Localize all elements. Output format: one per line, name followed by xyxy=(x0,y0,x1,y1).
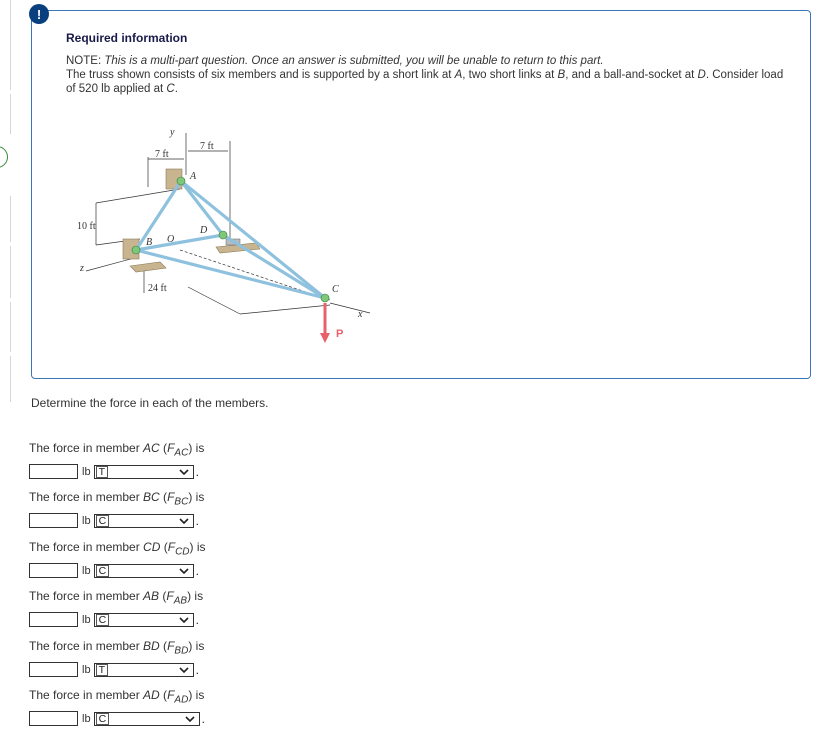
period: . xyxy=(201,711,205,726)
rail-segment xyxy=(0,246,11,298)
joint-d xyxy=(219,231,227,239)
prompt-prefix: The force in member xyxy=(29,490,144,504)
select-value: T xyxy=(96,466,108,478)
note-italic: This is a multi-part question. Once an answer is submitted, you will be unable to return to this part. xyxy=(104,55,604,67)
force-sub: AC xyxy=(174,447,189,459)
desc-point-c: C xyxy=(166,83,175,95)
unit-label: lb xyxy=(82,564,91,577)
prompt-suffix: is xyxy=(193,540,206,554)
unit-label: lb xyxy=(82,465,91,478)
rail-segment xyxy=(0,94,11,134)
rail-segment xyxy=(0,302,11,352)
joint-a xyxy=(177,177,185,185)
panel-title: Required information xyxy=(66,31,188,45)
alert-glyph: ! xyxy=(36,6,42,22)
label-length: 24 ft xyxy=(148,283,167,294)
tension-compression-select-bc[interactable] xyxy=(94,514,194,528)
member-ab xyxy=(136,181,181,250)
support-b-base xyxy=(130,262,166,272)
answer-prompt: The force in member BC $(F_{BC})$ is xyxy=(29,490,205,508)
force-var: F xyxy=(166,589,174,603)
period: . xyxy=(195,563,199,578)
prompt-prefix: The force in member xyxy=(29,688,144,702)
force-var: F xyxy=(167,540,176,554)
force-var: F xyxy=(167,688,175,702)
left-navigation-rail xyxy=(0,0,12,750)
load-arrow-head xyxy=(320,333,330,343)
label-o: O xyxy=(167,234,175,245)
prompt-suffix: is xyxy=(191,589,204,603)
force-sub: CD xyxy=(175,546,190,558)
prompt-prefix: The force in member xyxy=(29,540,144,554)
chevron-down-icon xyxy=(178,665,190,675)
rail-segment xyxy=(0,0,11,90)
answer-row xyxy=(29,513,204,528)
answer-row xyxy=(29,612,203,627)
answer-block-bd xyxy=(29,638,204,677)
answer-block-ac xyxy=(29,440,204,479)
period: . xyxy=(195,513,199,528)
label-dim-right: 7 ft xyxy=(200,141,214,152)
desc-text: The truss shown consists of six members and is supported by a short link at xyxy=(66,69,455,81)
select-value: C xyxy=(96,614,110,626)
period: . xyxy=(195,464,199,479)
answer-prompt: The force in member AC $(F_{AC})$ is xyxy=(29,441,205,459)
unit-label: lb xyxy=(82,514,91,527)
period: . xyxy=(195,612,199,627)
chevron-down-icon xyxy=(178,566,190,576)
force-var: F xyxy=(167,490,175,504)
chevron-down-icon xyxy=(178,516,190,526)
force-sub: AD xyxy=(174,694,189,706)
answer-row xyxy=(29,711,205,726)
joint-b xyxy=(132,246,140,254)
prompt-suffix: is xyxy=(192,688,205,702)
force-input-ab[interactable] xyxy=(29,612,78,627)
prompt-suffix: is xyxy=(192,639,205,653)
answer-row xyxy=(29,662,204,677)
desc-text: . Consider load of 520 lb applied at xyxy=(66,69,784,95)
length-dim-line xyxy=(240,305,330,314)
member-name: CD xyxy=(143,540,161,554)
member-name: AB xyxy=(143,589,160,603)
answer-row xyxy=(29,563,206,578)
rail-segment xyxy=(0,356,11,402)
tension-compression-select-ab[interactable] xyxy=(94,613,194,627)
prompt-prefix: The force in member xyxy=(29,589,144,603)
force-input-ad[interactable] xyxy=(29,711,78,726)
force-var: F xyxy=(167,639,175,653)
force-input-bd[interactable] xyxy=(29,662,78,677)
answer-block-cd xyxy=(29,539,206,578)
force-sub: BC xyxy=(174,496,189,508)
member-name: BD xyxy=(143,639,160,653)
select-value: C xyxy=(96,565,110,577)
answer-block-ab xyxy=(29,588,203,627)
label-y: y xyxy=(170,127,175,138)
force-input-bc[interactable] xyxy=(29,513,78,528)
tension-compression-select-ad[interactable] xyxy=(94,712,200,726)
force-var: F xyxy=(167,441,175,455)
panel-note xyxy=(66,54,786,96)
answer-prompt: The force in member AD $(F_{AD})$ is xyxy=(29,688,205,706)
answer-block-bc xyxy=(29,489,204,528)
note-lead: NOTE: xyxy=(66,55,105,67)
force-input-ac[interactable] xyxy=(29,464,78,479)
desc-text: , two short links at xyxy=(462,69,558,81)
question-prompt: Determine the force in each of the members. xyxy=(31,396,269,410)
chevron-down-icon xyxy=(178,615,190,625)
required-information-panel xyxy=(31,10,811,379)
unit-label: lb xyxy=(82,712,91,725)
member-cd xyxy=(223,235,325,298)
desc-point-b: B xyxy=(557,69,566,81)
answer-prompt: The force in member AB $(F_{AB})$ is xyxy=(29,589,204,607)
truss-figure xyxy=(40,115,380,355)
tension-compression-select-cd[interactable] xyxy=(94,564,194,578)
unit-label: lb xyxy=(82,663,91,676)
problem-description xyxy=(66,68,786,96)
rail-status-circle[interactable] xyxy=(0,146,8,168)
chevron-down-icon xyxy=(178,467,190,477)
answer-block-ad xyxy=(29,687,205,726)
answer-row xyxy=(29,464,204,479)
chevron-down-icon xyxy=(184,714,196,724)
member-name: AD xyxy=(143,688,160,702)
answer-prompt: The force in member BD $(F_{BD})$ is xyxy=(29,639,205,657)
label-b: B xyxy=(146,237,153,248)
select-value: T xyxy=(96,664,108,676)
label-x: x xyxy=(358,309,363,320)
label-height: 10 ft xyxy=(77,221,96,232)
desc-text: , and a ball-and-socket at xyxy=(565,69,698,81)
force-sub: BD xyxy=(174,645,189,657)
answer-prompt: The force in member CD $(F_{CD})$ is xyxy=(29,540,206,558)
prompt-suffix: is xyxy=(192,441,205,455)
member-name: AC xyxy=(143,441,160,455)
label-z: z xyxy=(80,263,84,274)
tension-compression-select-ac[interactable] xyxy=(94,465,194,479)
label-a: A xyxy=(190,171,197,182)
prompt-suffix: is xyxy=(192,490,205,504)
prompt-prefix: The force in member xyxy=(29,441,144,455)
joint-c xyxy=(321,294,329,302)
select-value: C xyxy=(96,713,110,725)
period: . xyxy=(195,662,199,677)
exclamation-icon xyxy=(29,4,49,24)
desc-point-a: A xyxy=(454,69,463,81)
tension-compression-select-bd[interactable] xyxy=(94,663,194,677)
x-axis-line xyxy=(330,303,370,313)
prompt-prefix: The force in member xyxy=(29,639,144,653)
label-p: P xyxy=(336,328,344,340)
label-d: D xyxy=(200,225,208,236)
select-value: C xyxy=(96,515,110,527)
force-input-cd[interactable] xyxy=(29,563,78,578)
multi-part-notice xyxy=(66,54,786,68)
member-name: BC xyxy=(143,490,160,504)
unit-label: lb xyxy=(82,613,91,626)
length-dim-line xyxy=(188,287,240,314)
label-c: C xyxy=(332,284,339,295)
desc-text: . xyxy=(174,83,178,95)
label-dim-left: 7 ft xyxy=(155,149,169,160)
desc-point-d: D xyxy=(697,69,706,81)
rail-segment xyxy=(0,196,11,242)
force-sub: AB xyxy=(173,595,188,607)
